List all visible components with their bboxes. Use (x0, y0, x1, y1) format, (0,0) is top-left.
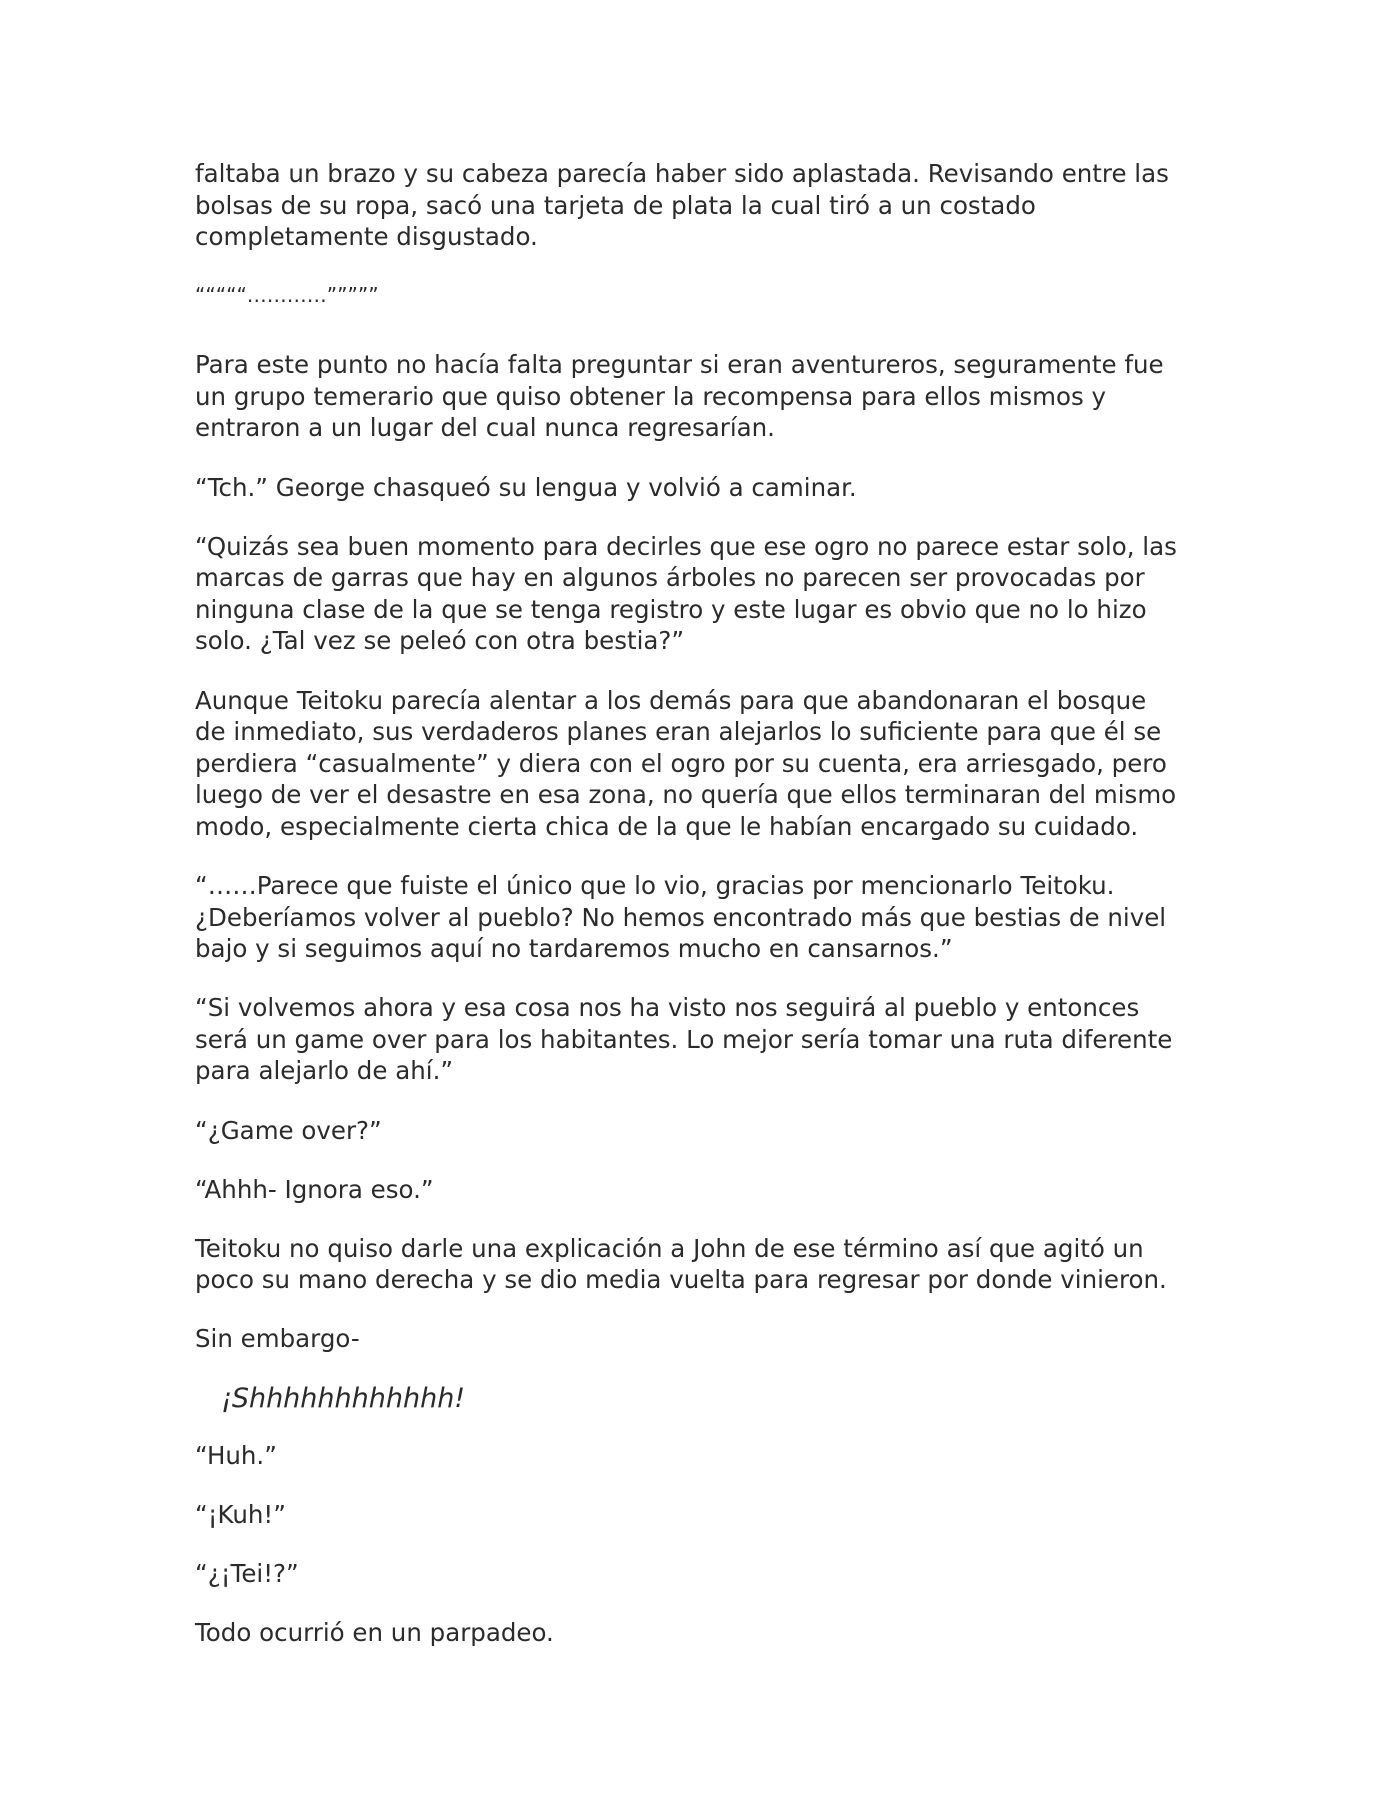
dialogue-line: “……Parece que fuiste el único que lo vio, gracias por mencionarlo Teitoku. ¿Deberíamos volver al pueblo? No hemos encontrado más que bestias de nivel bajo y si seguimos aquí no tardaremos mucho en cansarnos.” (195, 871, 1167, 964)
dialogue-line: “Ahhh- Ignora eso.” (195, 1174, 434, 1204)
dialogue-line: “Quizás sea buen momento para decirles que ese ogro no parece estar solo, las marcas de garras que hay en algunos árboles no parecen ser provocadas por ninguna clase de la que se tenga registro y este lugar es obvio que no lo hizo solo. ¿Tal vez se peleó con otra bestia?” (195, 531, 1177, 656)
dialogue-line: “¿¡Tei!?” (195, 1559, 299, 1589)
dialogue-line: “Huh.” (195, 1441, 277, 1471)
ellipsis-line: “““““…………””””” (195, 283, 379, 308)
paragraph: faltaba un brazo y su cabeza parecía haber sido aplastada. Revisando entre las bolsas de su ropa, sacó una tarjeta de plata la cual tiró a un costado completamente disgustado. (195, 159, 1169, 252)
paragraph: Todo ocurrió en un parpadeo. (195, 1618, 554, 1648)
dialogue-line: “¡Kuh!” (195, 1500, 286, 1530)
paragraph: Para este punto no hacía falta preguntar si eran aventureros, seguramente fue un grupo temerario que quiso obtener la recompensa para ellos mismos y entraron a un lugar del cual nunca regresarían. (195, 350, 1164, 443)
paragraph: Teitoku no quiso darle una explicación a John de ese término así que agitó un poco su mano derecha y se dio media vuelta para regresar por donde vinieron. (195, 1233, 1167, 1295)
paragraph: Aunque Teitoku parecía alentar a los demás para que abandonaran el bosque de inmediato, sus verdaderos planes eran alejarlos lo suficiente para que él se perdiera “casualmente” y diera con el ogro por su cuenta, era arriesgado, pero luego de ver el desastre en esa zona, no quería que ellos terminaran del mismo modo, especialmente cierta chica de la que le habían encargado su cuidado. (195, 685, 1177, 841)
dialogue-line: “¿Game over?” (195, 1115, 382, 1145)
sound-effect: ¡Shhhhhhhhhhhh! (221, 1382, 466, 1414)
dialogue-line: “Si volvemos ahora y esa cosa nos ha visto nos seguirá al pueblo y entonces será un game over para los habitantes. Lo mejor sería tomar una ruta diferente para alejarlo de ahí.” (195, 993, 1173, 1086)
dialogue-line: “Tch.” George chasqueó su lengua y volvió a caminar. (195, 472, 857, 502)
paragraph: Sin embargo- (195, 1324, 360, 1354)
document-body (195, 158, 1215, 1677)
